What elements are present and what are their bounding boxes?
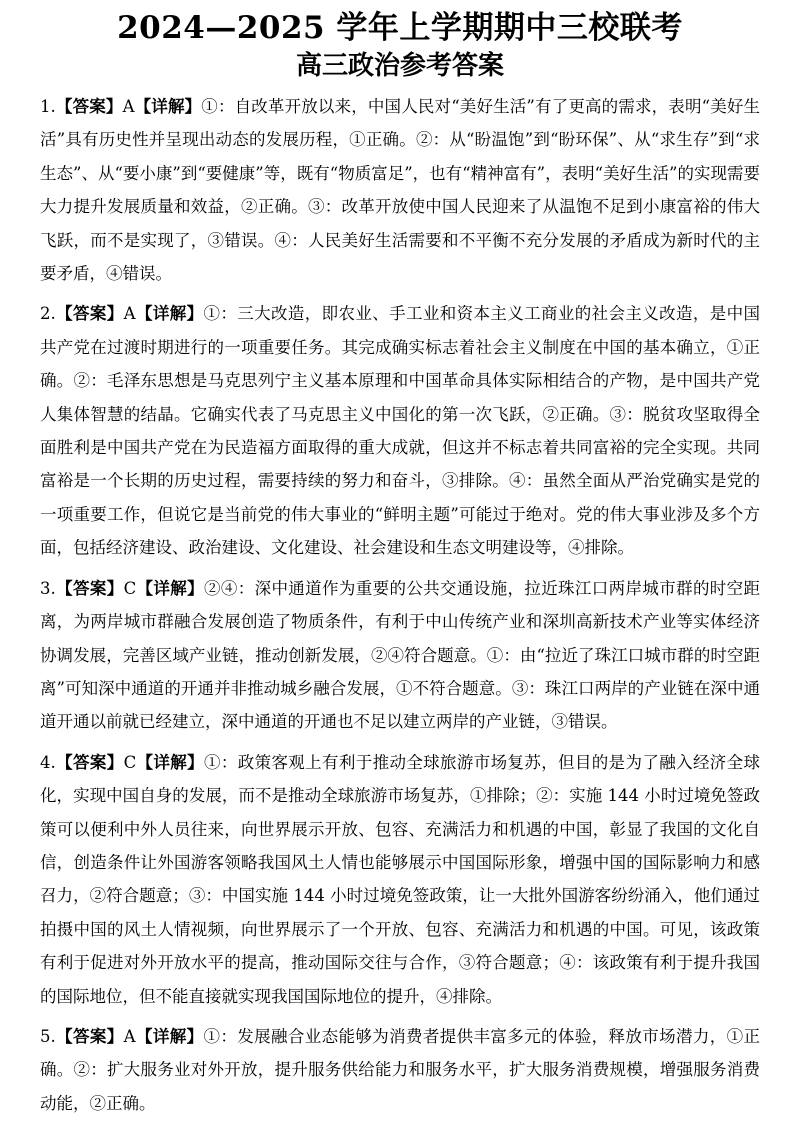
answer-item-5	[40, 1020, 760, 1120]
answer-letter: A	[122, 97, 135, 116]
detail-label: 【详解】	[136, 752, 204, 772]
detail-label: 【详解】	[135, 304, 204, 324]
detail-label: 【详解】	[135, 1026, 204, 1046]
answer-detail-text: ①：自改革开放以来，中国人民对“美好生活”有了更高的需求，表明“美好生活”具有历史性并呈现出动态的发展历程，①正确。②：从“盼温饱”到“盼环保”、从“求生存”到“求生态”、从“要小康”到“要健康”等，既有“物质富足”，也有“精神富有”，表明“美好生活”的实现需要大力提升发展质量和效益，②正确。③：改革开放使中国人民迎来了从温饱不足到小康富裕的伟大飞跃，而不是实现了，③错误。④：人民美好生活需要和不平衡不充分发展的矛盾成为新时代的主要矛盾，④错误。	[40, 97, 761, 284]
answer-item-1	[40, 90, 760, 290]
answer-label: 【答案】	[55, 578, 124, 598]
answer-item-3	[40, 572, 760, 739]
detail-label: 【详解】	[136, 578, 204, 598]
answer-detail-text: ①：发展融合业态能够为消费者提供丰富多元的体验，释放市场潜力，①正确。②：扩大服务业对外开放，提升服务供给能力和服务水平，扩大服务消费规模，增强服务消费动能，②正确。	[40, 1026, 761, 1113]
answer-letter: C	[123, 578, 137, 598]
answer-detail-text: ①：政策客观上有利于推动全球旅游市场复苏，但目的是为了融入经济全球化，实现中国自身的发展，而不是推动全球旅游市场复苏，①排除；②：实施 144 小时过境免签政策可以便利中外人员往来，向世界展示开放、包容、充满活力和机遇的中国，彰显了我国的文化自信，创造条件让外国游客领略我国风土人情也能够展示中国国际形象，增强中国的国际影响力和感召力，②符合题意；③：中国实施 144 小时过境免签政策，让一大批外国游客纷纷涌入，他们通过拍摄中国的风土人情视频，向世界展示了一个开放、包容、充满活力和机遇的中国。可见，该政策有利于促进对外开放水平的提高，推动国际交往与合作，③符合题意；④：该政策有利于提升我国的国际地位，但不能直接就实现我国国际地位的提升，④排除。	[40, 752, 761, 1006]
answer-letter: A	[123, 304, 136, 324]
answer-detail-text: ②④：深中通道作为重要的公共交通设施，拉近珠江口两岸城市群的时空距离，为两岸城市群融合发展创造了物质条件，有利于中山传统产业和深圳高新技术产业等实体经济协调发展，完善区域产业链，推动创新发展，②④符合题意。①：由“拉近了珠江口城市群的时空距离”可知深中通道的开通并非推动城乡融合发展，①不符合题意。③：珠江口两岸的产业链在深中通道开通以前就已经建立，深中通道的开通也不足以建立两岸的产业链，③错误。	[40, 578, 761, 732]
answer-number: 2.	[40, 304, 56, 324]
answer-label: 【答案】	[55, 1026, 124, 1046]
answer-item-2	[40, 297, 760, 564]
document-subtitle: 高三政治参考答案	[295, 51, 504, 81]
answer-letter: A	[123, 1026, 136, 1046]
answer-number: 5.	[40, 1026, 56, 1046]
detail-label: 【详解】	[134, 97, 202, 116]
answer-number: 4.	[40, 752, 56, 772]
answer-number: 1.	[40, 97, 56, 116]
answer-detail-text: ①：三大改造，即农业、手工业和资本主义工商业的社会主义改造，是中国共产党在过渡时期进行的一项重要任务。其完成确实标志着社会主义制度在中国的基本确立，①正确。②：毛泽东思想是马克思列宁主义基本原理和中国革命具体实际相结合的产物，是中国共产党人集体智慧的结晶。它确实代表了马克思主义中国化的第一次飞跃，②正确。③：脱贫攻坚取得全面胜利是中国共产党在为民造福方面取得的重大成就，但这并不标志着共同富裕的完全实现。共同富裕是一个长期的历史过程，需要持续的努力和奋斗，③排除。④：虽然全面从严治党确实是党的一项重要工作，但说它是当前党的伟大事业的“鲜明主题”可能过于绝对。党的伟大事业涉及多个方面，包括经济建设、政治建设、文化建设、社会建设和生态文明建设等，④排除。	[40, 304, 761, 558]
answer-label: 【答案】	[55, 304, 124, 324]
answer-label: 【答案】	[55, 752, 124, 772]
document-title: 2024—2025 学年上学期期中三校联考	[117, 10, 683, 46]
answer-item-4	[40, 746, 760, 1013]
answer-label: 【答案】	[55, 97, 123, 116]
answer-number: 3.	[40, 578, 56, 598]
answer-letter: C	[123, 752, 137, 772]
